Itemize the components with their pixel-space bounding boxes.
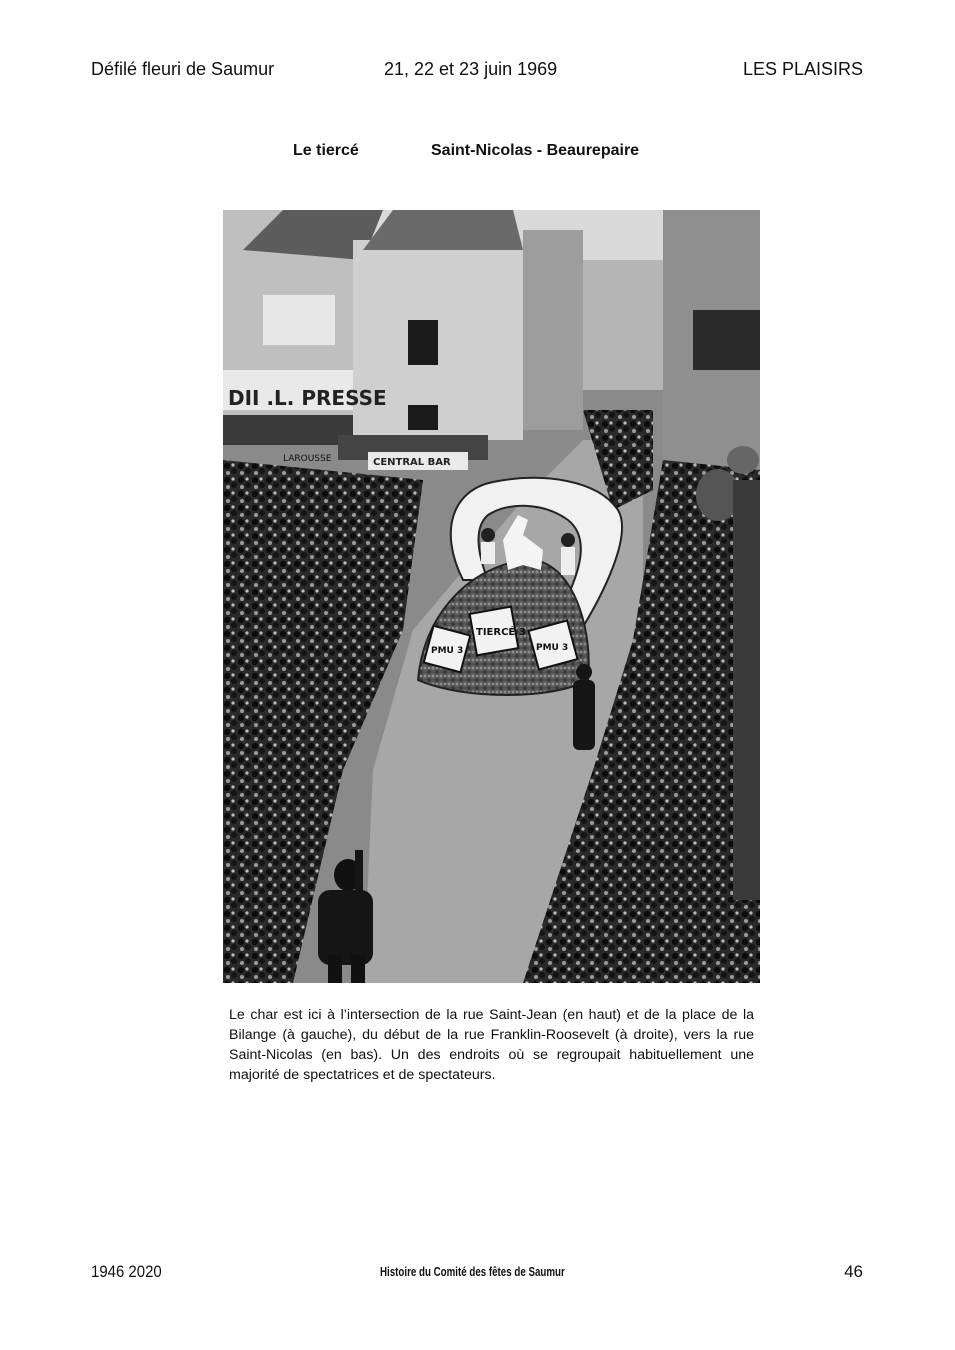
header-section: LES PLAISIRS [742,59,863,79]
pmu-placard-right: PMU 3 [536,643,569,653]
tierce-placard: TIERCÉ 3 [476,627,526,638]
page-number: 46 [844,1262,863,1281]
footer-years: 1946 2020 [91,1262,162,1281]
central-bar-sign: CENTRAL BAR [373,457,451,468]
presse-sign: DII .L. PRESSE [228,386,387,410]
photo-caption: Le char est ici à l’intersection de la rue Saint-Jean (en haut) et de la place de la Bilange (à gauche), du début de la rue Franklin-Roosevelt (à droite), vers la rue Saint-Nicolas (en bas). Un des endroits où se regroupait habituellement une majorité de spectatrices et de spectateurs. [229,1007,754,1083]
parade-photo [223,210,760,983]
larousse-sign: LAROUSSE [283,454,332,464]
pmu-placard-left: PMU 3 [431,646,464,656]
float-title: Le tiercé [293,142,359,159]
float-district: Saint-Nicolas - Beaurepaire [431,142,640,159]
header-date: 21, 22 et 23 juin 1969 [384,59,558,79]
header-left-title: Défilé fleuri de Saumur [91,59,275,79]
footer-book-title: Histoire du Comité des fêtes de Saumur [380,1265,565,1279]
